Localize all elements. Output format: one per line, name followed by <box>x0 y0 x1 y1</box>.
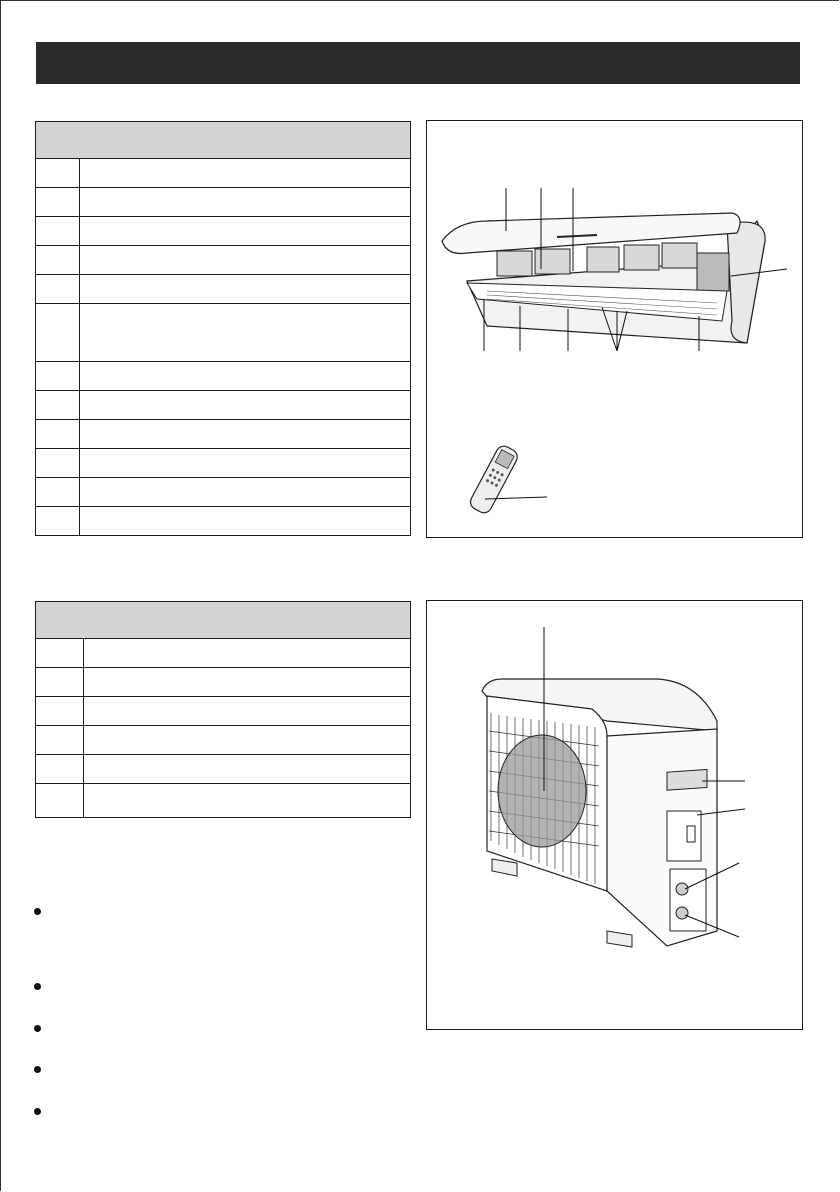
row-description <box>84 639 410 667</box>
row-description <box>80 159 410 187</box>
outdoor-unit-illustration-icon <box>427 601 802 1029</box>
row-number <box>36 391 80 419</box>
row-number <box>36 449 80 477</box>
row-number <box>36 188 80 216</box>
row-description <box>80 507 410 535</box>
note-bullet <box>34 1066 41 1073</box>
indoor-table-header <box>36 122 410 159</box>
note-bullet <box>34 1108 41 1115</box>
outdoor-parts-table <box>35 601 411 818</box>
table-row <box>36 726 410 755</box>
table-row <box>36 275 410 304</box>
table-row <box>36 449 410 478</box>
note-bullet <box>34 983 41 990</box>
remote-control-illustration-icon <box>465 439 555 519</box>
table-row <box>36 304 410 362</box>
row-number <box>36 784 84 817</box>
table-row <box>36 697 410 726</box>
outdoor-unit-figure <box>426 600 803 1030</box>
row-description <box>80 362 410 390</box>
table-row <box>36 362 410 391</box>
row-description <box>80 478 410 506</box>
table-row <box>36 668 410 697</box>
table-row <box>36 784 410 817</box>
row-description <box>84 755 410 783</box>
row-description <box>84 726 410 754</box>
row-number <box>36 668 84 696</box>
table-row <box>36 188 410 217</box>
table-row <box>36 507 410 535</box>
row-number <box>36 159 80 187</box>
row-description <box>84 668 410 696</box>
section-header-bar <box>36 42 800 84</box>
row-number <box>36 304 80 361</box>
row-number <box>36 726 84 754</box>
row-number <box>36 420 80 448</box>
row-number <box>36 217 80 245</box>
outdoor-table-header <box>36 602 410 639</box>
row-number <box>36 275 80 303</box>
table-row <box>36 755 410 784</box>
row-description <box>80 449 410 477</box>
row-number <box>36 755 84 783</box>
row-number <box>36 697 84 725</box>
row-number <box>36 362 80 390</box>
table-row <box>36 639 410 668</box>
row-description <box>84 784 410 817</box>
row-number <box>36 639 84 667</box>
row-description <box>80 275 410 303</box>
row-description <box>80 246 410 274</box>
row-number <box>36 246 80 274</box>
table-row <box>36 478 410 507</box>
row-number <box>36 507 80 535</box>
indoor-unit-figure <box>426 120 803 538</box>
indoor-parts-table <box>35 121 411 536</box>
table-row <box>36 391 410 420</box>
row-number <box>36 478 80 506</box>
row-description <box>80 188 410 216</box>
row-description <box>80 217 410 245</box>
row-description <box>80 304 410 361</box>
row-description <box>80 420 410 448</box>
table-row <box>36 246 410 275</box>
table-row <box>36 159 410 188</box>
table-row <box>36 217 410 246</box>
row-description <box>84 697 410 725</box>
row-description <box>80 391 410 419</box>
note-bullet <box>34 1025 41 1032</box>
note-bullet <box>34 908 41 915</box>
table-row <box>36 420 410 449</box>
